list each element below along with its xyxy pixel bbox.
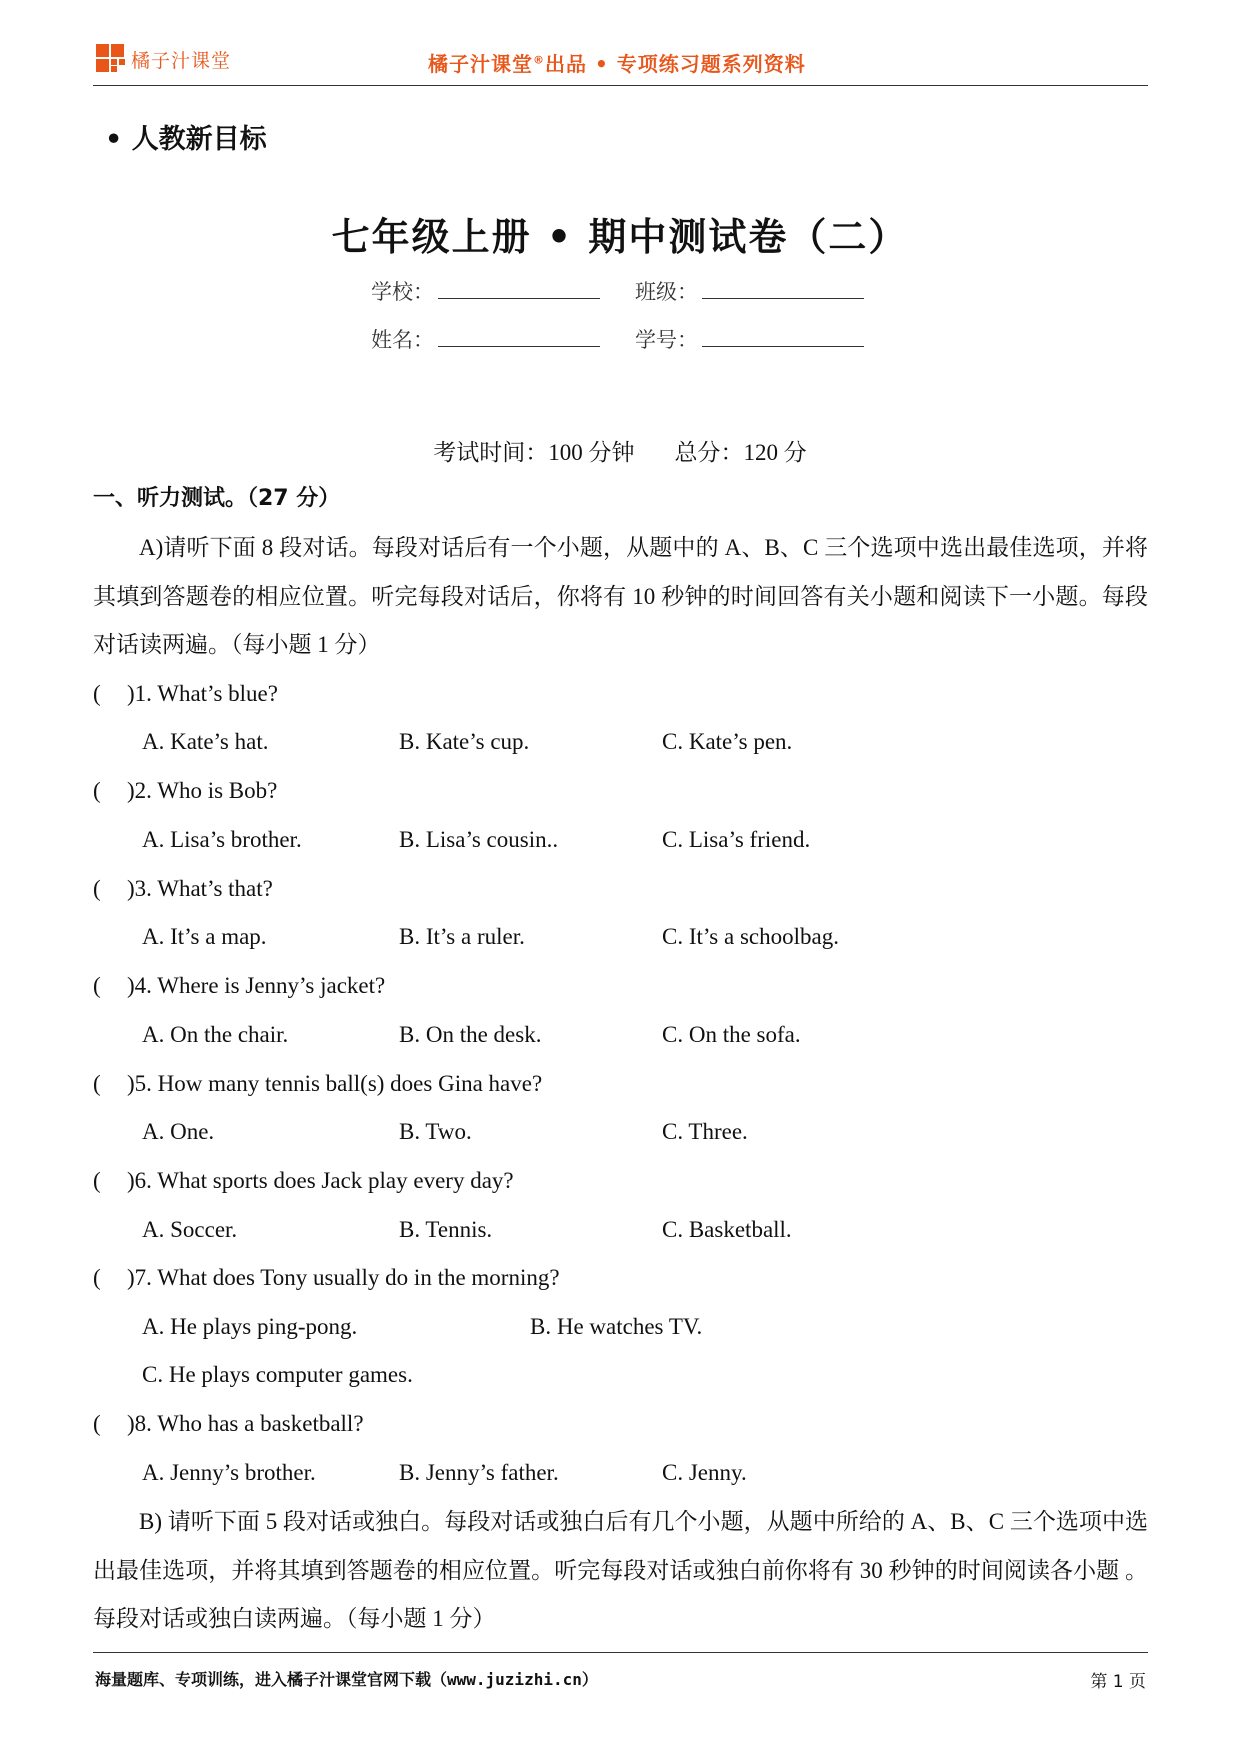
q4-option-b: B. On the desk.: [399, 1022, 542, 1047]
q2-option-c: C. Lisa’s friend.: [662, 827, 811, 852]
name-label: 姓名：: [371, 328, 434, 352]
student-id-field[interactable]: [635, 324, 864, 354]
school-label: 学校：: [371, 280, 434, 304]
q4-option-a: A. On the chair.: [142, 1022, 289, 1047]
class-label: 班级：: [635, 280, 698, 304]
name-blank[interactable]: [438, 327, 600, 347]
q1-option-a: A. Kate’s hat.: [142, 729, 269, 754]
exam-time: 考试时间：100 分钟: [433, 440, 635, 465]
q5-option-c: C. Three.: [662, 1119, 748, 1144]
subject-line: • 人教新目标: [105, 124, 267, 155]
question-1: ( )1. What’s blue?: [93, 681, 278, 706]
page-header: [93, 40, 1148, 86]
class-field[interactable]: [635, 276, 864, 306]
q7-option-b: B. He watches TV.: [530, 1314, 703, 1339]
q6-option-b: B. Tennis.: [399, 1217, 493, 1242]
question-5: ( )5. How many tennis ball(s) does Gina have?: [93, 1071, 543, 1096]
instruction-a: A)请听下面 8 段对话。每段对话后有一个小题，从题中的 A、B、C 三个选项中选出最佳选项，并将其填到答题卷的相应位置。听完每段对话后，你将有 10 秒钟的时间回答有关小题和阅读下一小题。每段对话读两遍。（每小题 1 分）: [93, 535, 1148, 657]
exam-info: [0, 434, 1240, 467]
exam-total: 总分：120 分: [674, 440, 807, 465]
q6-option-a: A. Soccer.: [142, 1217, 238, 1242]
q4-option-c: C. On the sofa.: [662, 1022, 801, 1047]
q2-option-a: A. Lisa’s brother.: [142, 827, 302, 852]
student-id-blank[interactable]: [702, 327, 864, 347]
q5-option-a: A. One.: [142, 1119, 215, 1144]
question-4: ( )4. Where is Jenny’s jacket?: [93, 973, 386, 998]
q5-option-b: B. Two.: [399, 1119, 472, 1144]
question-7: ( )7. What does Tony usually do in the morning?: [93, 1265, 560, 1290]
q3-option-a: A. It’s a map.: [142, 924, 267, 949]
q1-option-b: B. Kate’s cup.: [399, 729, 530, 754]
footer-promo-text: 海量题库、专项训练，进入橘子汁课堂官网下载（www.juzizhi.cn）: [95, 1670, 598, 1689]
page-title: 七年级上册 • 期中测试卷（二）: [331, 215, 909, 259]
header-title: 橘子汁课堂®出品 • 专项练习题系列资料: [428, 52, 806, 76]
school-blank[interactable]: [438, 279, 600, 299]
question-8: ( )8. Who has a basketball?: [93, 1411, 364, 1436]
q3-option-c: C. It’s a schoolbag.: [662, 924, 839, 949]
page-number: 第 1 页: [1090, 1672, 1146, 1692]
q7-option-a: A. He plays ping-pong.: [142, 1314, 358, 1339]
q8-option-b: B. Jenny’s father.: [399, 1460, 559, 1485]
class-blank[interactable]: [702, 279, 864, 299]
brand-logo-icon: [96, 44, 125, 76]
question-3: ( )3. What’s that?: [93, 876, 273, 901]
q1-option-c: C. Kate’s pen.: [662, 729, 793, 754]
section-heading-listening: 一、听力测试。（27 分）: [93, 486, 341, 511]
q2-option-b: B. Lisa’s cousin..: [399, 827, 559, 852]
name-field[interactable]: [371, 324, 600, 354]
question-2: ( )2. Who is Bob?: [93, 778, 278, 803]
q6-option-c: C. Basketball.: [662, 1217, 792, 1242]
instruction-b: B) 请听下面 5 段对话或独白。每段对话或独白后有几个小题，从题中所给的 A、B、C 三个选项中选出最佳选项，并将其填到答题卷的相应位置。听完每段对话或独白前你将有 30 秒钟的时间阅读各小题 。每段对话或独白读两遍。（每小题 1 分）: [93, 1509, 1148, 1631]
brand-logo-text: 橘子汁课堂: [131, 50, 232, 72]
student-id-label: 学号：: [635, 328, 698, 352]
page-footer: [93, 1652, 1148, 1692]
q8-option-c: C. Jenny.: [662, 1460, 747, 1485]
school-field[interactable]: [371, 276, 600, 306]
question-6: ( )6. What sports does Jack play every day?: [93, 1168, 514, 1193]
q7-option-c: C. He plays computer games.: [142, 1362, 413, 1387]
q3-option-b: B. It’s a ruler.: [399, 924, 525, 949]
q8-option-a: A. Jenny’s brother.: [142, 1460, 316, 1485]
